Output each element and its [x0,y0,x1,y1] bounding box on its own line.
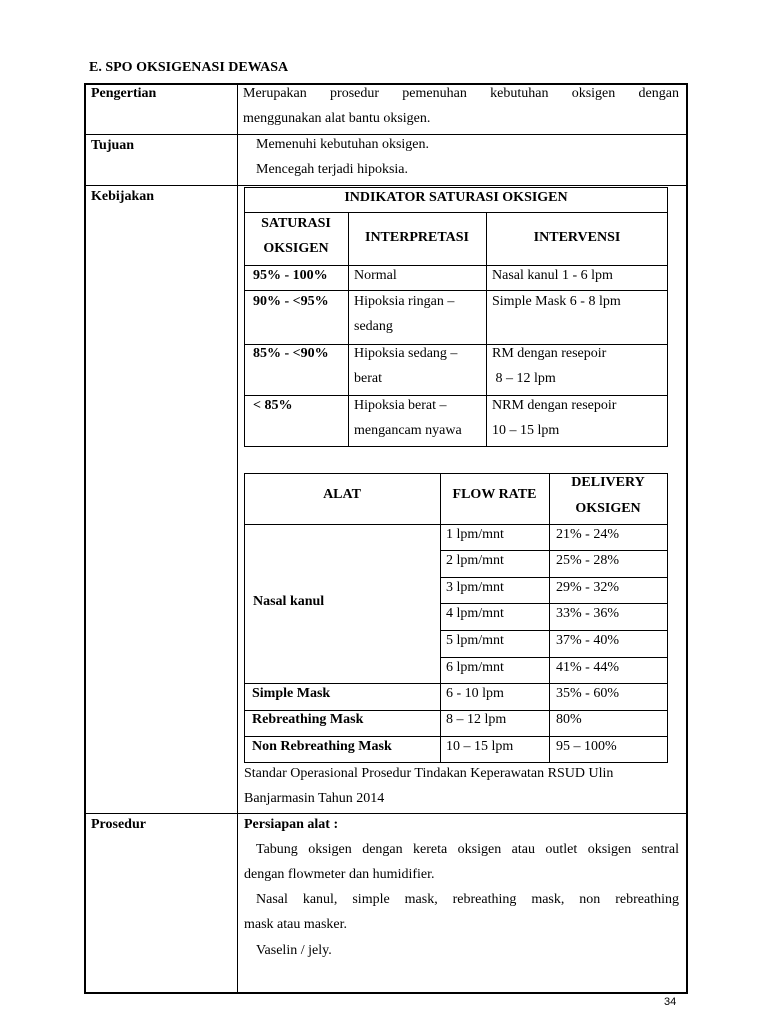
row-divider [84,134,688,135]
saturation-range: 90% - <95% [253,294,329,309]
procedure-text: dengan flowmeter dan humidifier. [244,867,435,882]
pengertian-text: Merupakan prosedur pemenuhan kebutuhan oksigen dengan [243,86,679,101]
procedure-text: Vaselin / jely. [256,943,332,958]
tujuan-label: Tujuan [91,138,135,153]
interpretation: mengancam nyawa [354,423,462,438]
flow-rate: 5 lpm/mnt [446,633,504,648]
flow-rate: 10 – 15 lpm [446,739,514,754]
device-name: Rebreathing Mask [252,712,364,727]
flow-rate: 8 – 12 lpm [446,712,507,727]
pengertian-label: Pengertian [91,86,157,101]
flow-rate: 2 lpm/mnt [446,553,504,568]
flow-rate: 6 - 10 lpm [446,686,504,701]
saturation-range: 85% - <90% [253,346,329,361]
interpretation: Hipoksia sedang – [354,346,458,361]
intervention: Simple Mask 6 - 8 lpm [492,294,621,309]
table-bottom-border [84,992,688,994]
delivery-oxygen: 21% - 24% [556,527,619,542]
header-alat: ALAT [323,487,361,502]
intervention: 8 – 12 lpm [492,371,556,386]
procedure-text: Nasal kanul, simple mask, rebreathing mask, non rebreathing [256,892,679,907]
delivery-oxygen: 80% [556,712,582,727]
table-right-border [686,83,688,994]
saturation-range: 95% - 100% [253,268,328,283]
table-top-border [84,83,688,85]
intervention: 10 – 15 lpm [492,423,560,438]
header-oksigen: OKSIGEN [263,241,329,256]
interpretation: berat [354,371,382,386]
interpretation: Hipoksia ringan – [354,294,455,309]
device-name: Non Rebreathing Mask [252,739,392,754]
row-divider [84,185,688,186]
source-note: Standar Operasional Prosedur Tindakan Keperawatan RSUD Ulin [244,766,614,781]
prosedur-label: Prosedur [91,817,146,832]
row-divider [84,813,688,814]
header-interpretasi: INTERPRETASI [365,230,469,245]
kebijakan-label: Kebijakan [91,189,155,204]
pengertian-text: menggunakan alat bantu oksigen. [243,111,431,126]
header-delivery: DELIVERY [571,475,645,490]
intervention: Nasal kanul 1 - 6 lpm [492,268,613,283]
nasal-kanul-label: Nasal kanul [253,594,325,609]
header-intervensi: INTERVENSI [533,230,621,245]
header-flow-rate: FLOW RATE [452,487,537,502]
saturation-table-title: INDIKATOR SATURASI OKSIGEN [344,190,568,205]
delivery-oxygen: 35% - 60% [556,686,619,701]
flow-rate: 1 lpm/mnt [446,527,504,542]
tujuan-item: Mencegah terjadi hipoksia. [256,162,409,177]
delivery-oxygen: 37% - 40% [556,633,619,648]
delivery-oxygen: 29% - 32% [556,580,619,595]
intervention: RM dengan resepoir [492,346,607,361]
header-oksigen: OKSIGEN [575,501,641,516]
intervention: NRM dengan resepoir [492,398,617,413]
procedure-text: mask atau masker. [244,917,348,932]
table-left-border [84,83,86,994]
flow-rate: 6 lpm/mnt [446,660,504,675]
flow-rate: 3 lpm/mnt [446,580,504,595]
interpretation: sedang [354,319,393,334]
interpretation: Normal [354,268,397,283]
delivery-oxygen: 41% - 44% [556,660,619,675]
tujuan-item: Memenuhi kebutuhan oksigen. [256,137,430,152]
section-title: E. SPO OKSIGENASI DEWASA [89,60,289,75]
device-name: Simple Mask [252,686,331,701]
delivery-oxygen: 95 – 100% [556,739,617,754]
interpretation: Hipoksia berat – [354,398,447,413]
persiapan-heading: Persiapan alat : [244,817,339,832]
source-note: Banjarmasin Tahun 2014 [244,791,385,806]
procedure-text: Tabung oksigen dengan kereta oksigen atau outlet oksigen sentral [256,842,679,857]
saturation-range: < 85% [253,398,293,413]
delivery-oxygen: 33% - 36% [556,606,619,621]
table-column-divider [237,85,238,994]
page-number: 34 [664,996,677,1008]
header-saturasi: SATURASI [261,216,331,231]
flow-rate: 4 lpm/mnt [446,606,504,621]
delivery-oxygen: 25% - 28% [556,553,619,568]
